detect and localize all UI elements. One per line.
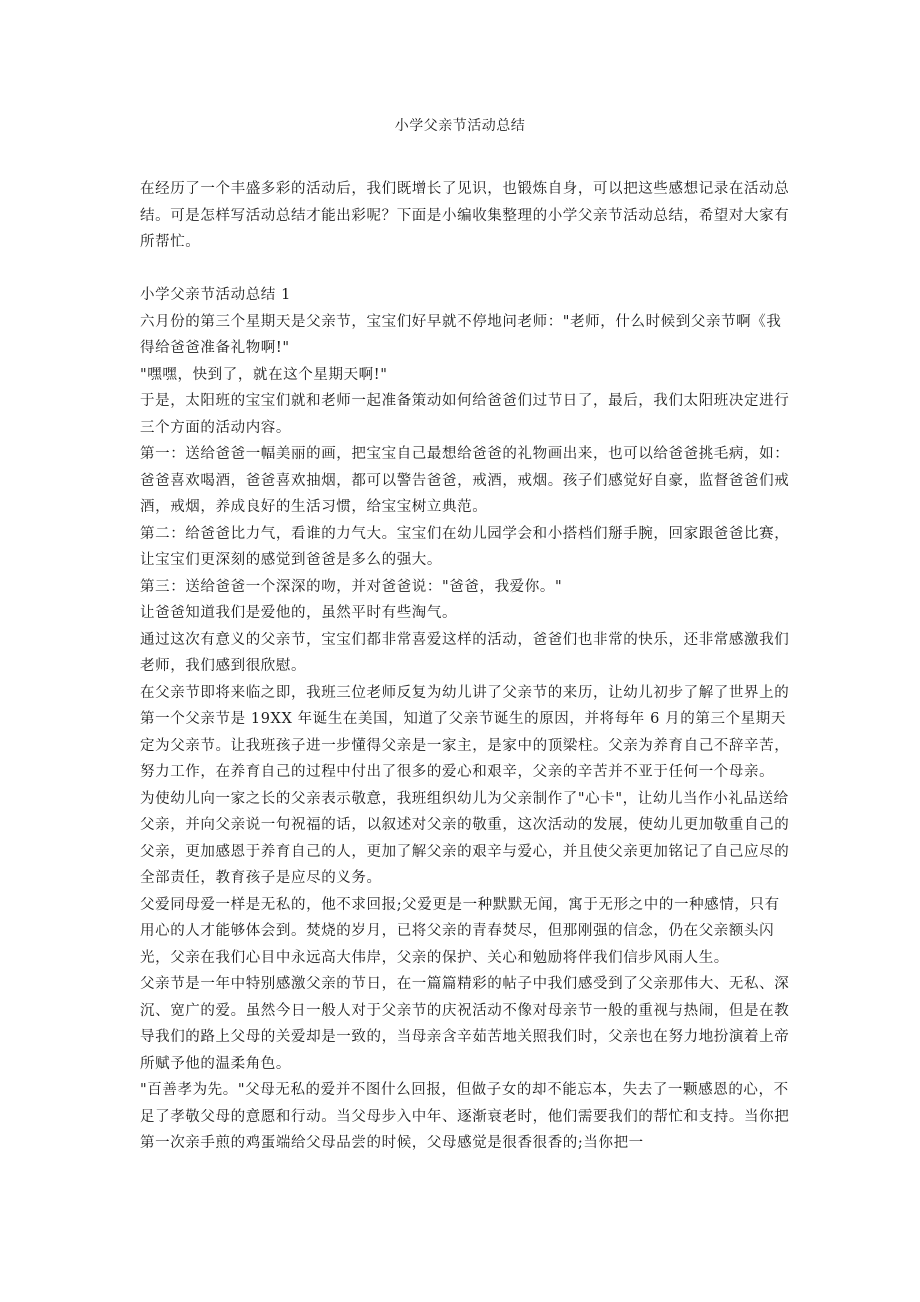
body-paragraph-12: 父亲节是一年中特别感激父亲的节日，在一篇篇精彩的帖子中我们感受到了父亲那伟大、无私、深沉、宽广的爱。虽然今日一般人对于父亲节的庆祝活动不像对母亲节一般的重视与热闹，但是在教导我们的路上父母的关爱却是一致的，当母亲含辛茹苦地关照我们时，父亲也在努力地扮演着上帝所赋予他的温柔角色。: [140, 976, 790, 1072]
body-paragraph-10: 为使幼儿向一家之长的父亲表示敬意，我班组织幼儿为父亲制作了"心卡"，让幼儿当作小礼品送给父亲，并向父亲说一句祝福的话，以叙述对父亲的敬重，这次活动的发展，使幼儿更加敬重自己的父亲，更加感恩于养育自己的人，更加了解父亲的艰辛与爱心，并且使父亲更加铭记了自己应尽的全部责任，教育孩子是应尽的义务。: [140, 790, 790, 886]
body-paragraph-6: 第三：送给爸爸一个深深的吻，并对爸爸说："爸爸，我爱你。": [140, 578, 563, 595]
body-paragraph-4: 第一：送给爸爸一幅美丽的画，把宝宝自己最想给爸爸的礼物画出来，也可以给爸爸挑毛病，如：爸爸喜欢喝酒，爸爸喜欢抽烟，都可以警告爸爸，戒酒，戒烟。孩子们感觉好自豪，监督爸爸们戒酒，戒烟，养成良好的生活习惯，给宝宝树立典范。: [140, 446, 790, 515]
document-title: 小学父亲节活动总结: [394, 118, 526, 134]
paragraph-spacer: [140, 256, 792, 283]
body-paragraph-8: 通过这次有意义的父亲节，宝宝们都非常喜爱这样的活动，爸爸们也非常的快乐，还非常感激我们老师，我们感到很欣慰。: [140, 631, 790, 674]
body-paragraph-9: 在父亲节即将来临之即，我班三位老师反复为幼儿讲了父亲节的来历，让幼儿初步了解了世界上的第一个父亲节是 19XX 年诞生在美国，知道了父亲节诞生的原因，并将每年 6 月的第三个星期天定为父亲节。让我班孩子进一步懂得父亲是一家主，是家中的顶梁柱。父亲为养育自己不辞辛苦，努力工作，在养育自己的过程中付出了很多的爱心和艰辛，父亲的辛苦并不亚于任何一个母亲。: [140, 684, 790, 780]
body-paragraph-1: 六月份的第三个星期天是父亲节，宝宝们好早就不停地问老师："老师，什么时候到父亲节啊《我得给爸爸准备礼物啊!": [140, 313, 782, 356]
body-paragraph-13: "百善孝为先。"父母无私的爱并不图什么回报，但做子女的却不能忘本，失去了一颗感恩的心，不足了孝敬父母的意愿和行动。当父母步入中年、逐渐衰老时，他们需要我们的帮忙和支持。当你把第一次亲手煎的鸡蛋端给父母品尝的时候，父母感觉是很香很香的;当你把一: [140, 1082, 790, 1151]
body-paragraph-7: 让爸爸知道我们是爱他的，虽然平时有些淘气。: [140, 605, 458, 621]
body-paragraph-5: 第二：给爸爸比力气，看谁的力气大。宝宝们在幼儿园学会和小搭档们掰手腕，回家跟爸爸比赛，让宝宝们更深刻的感觉到爸爸是多么的强大。: [140, 525, 790, 568]
section-heading: 小学父亲节活动总结 1: [140, 287, 291, 303]
body-paragraph-3: 于是，太阳班的宝宝们就和老师一起准备策动如何给爸爸们过节日了，最后，我们太阳班决定进行三个方面的活动内容。: [140, 393, 790, 436]
intro-paragraph: 在经历了一个丰盛多彩的活动后，我们既增长了见识，也锻炼自身，可以把这些感想记录在活动总结。可是怎样写活动总结才能出彩呢？下面是小编收集整理的小学父亲节活动总结，希望对大家有所帮忙。: [140, 181, 790, 250]
body-paragraph-2: "嘿嘿，快到了，就在这个星期天啊!": [140, 366, 388, 383]
body-paragraph-11: 父爱同母爱一样是无私的，他不求回报;父爱更是一种默默无闻，寓于无形之中的一种感情，只有用心的人才能够体会到。焚烧的岁月，已将父亲的青春焚尽，但那刚强的信念，仍在父亲额头闪光，父亲在我们心目中永远高大伟岸，父亲的保护、关心和勉励将伴我们信步风雨人生。: [140, 896, 780, 966]
document-body: [140, 176, 792, 1157]
